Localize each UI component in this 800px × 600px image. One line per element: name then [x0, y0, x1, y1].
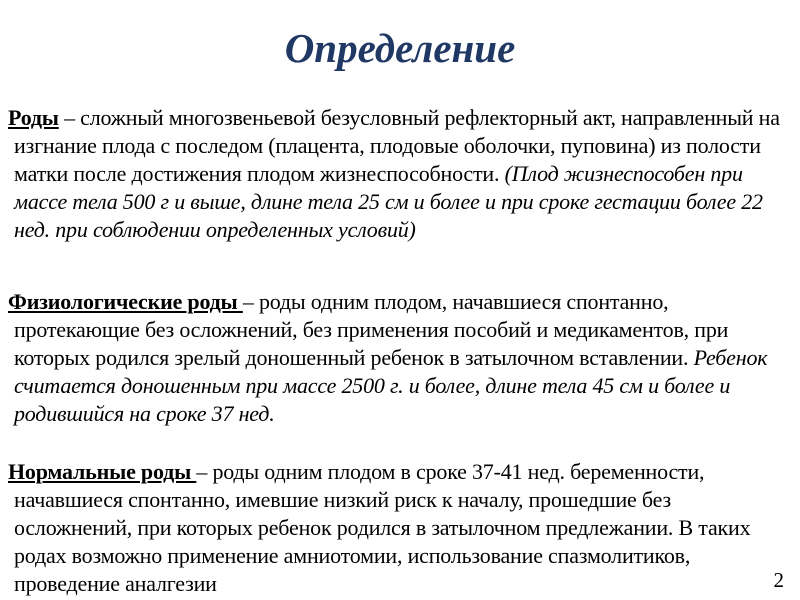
definition-text-normalnye-rody: – роды одним плодом в сроке 37-41 нед. беременности, начавшиеся спонтанно, имевшие низкий риск к началу, прошедшие без осложнений, при которых ребенок родился в затылочном предлежании. В таких родах возможно применение амниотомии, использование спазмолитиков, проведение аналгезии — [14, 459, 751, 596]
term-normalnye-rody: Нормальные роды — [8, 459, 197, 484]
definition-note-rody: (Плод жизнеспособен при массе тела 500 г и выше, длине тела 25 см и более и при сроке гестации более 22 нед. при соблюдении определенных условий) — [14, 161, 763, 242]
definition-text-rody: – сложный многозвеньевой безусловный рефлекторный акт, направленный на изгнание плода с последом (плацента, плодовые оболочки, пуповина) из полости матки после достижения плодом жизнеспособности. — [14, 105, 780, 186]
slide-title: Определение — [284, 25, 516, 71]
term-fiziologicheskie-rody: Физиологические роды — [8, 289, 243, 314]
page-number: 2 — [773, 568, 784, 592]
definition-paragraph-fiziologicheskie-rody — [8, 288, 790, 428]
definition-paragraph-rody — [8, 104, 790, 244]
slide-body — [8, 104, 790, 598]
definition-text-fiziologicheskie-rody: – роды одним плодом, начавшиеся спонтанно, протекающие без осложнений, без применения пособий и медикаментов, при которых родился зрелый доношенный ребенок в затылочном вставлении. — [14, 289, 729, 370]
term-rody: Роды — [8, 105, 59, 130]
definition-note-fiziologicheskie-rody: Ребенок считается доношенным при массе 2500 г. и более, длине тела 45 см и более и родившийся на сроке 37 нед. — [14, 345, 768, 426]
definition-paragraph-normalnye-rody — [8, 458, 790, 598]
